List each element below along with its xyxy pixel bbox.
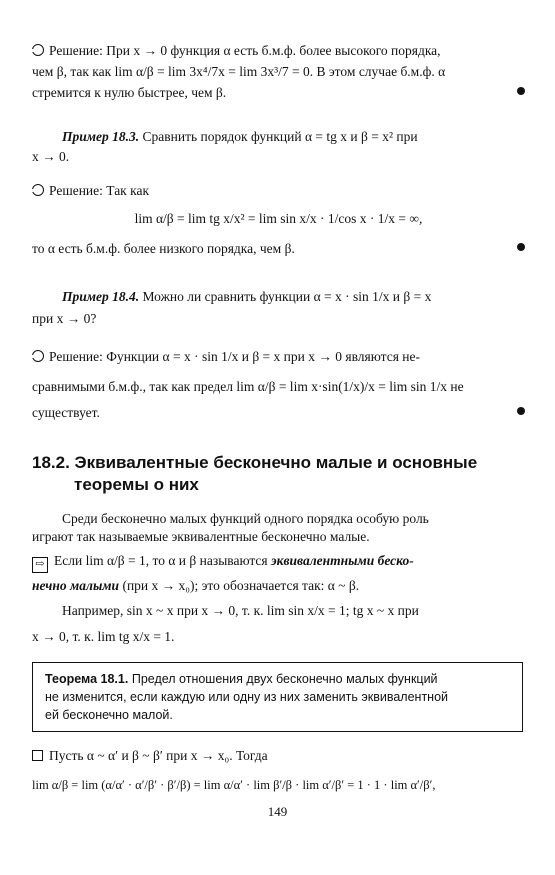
page-number: 149 bbox=[267, 804, 288, 819]
solution-start-icon bbox=[32, 184, 44, 196]
definition-icon: ⇨ bbox=[32, 557, 48, 573]
example-18-3-text: Сравнить порядок функций α = tg x и β = x² при bbox=[142, 129, 418, 144]
solution-start-icon bbox=[32, 350, 44, 362]
example-18-4 bbox=[32, 288, 525, 328]
para1-line1: При x → 0 функция α есть б.м.ф. более высокого порядка, bbox=[106, 43, 441, 58]
example-18-3-label: Пример 18.3. bbox=[62, 129, 140, 144]
definition-text-a: Если lim α/β = 1, то α и β называются bbox=[54, 553, 268, 569]
example-18-3 bbox=[32, 128, 525, 166]
solution-18-3-intro: Так как bbox=[106, 183, 150, 198]
example-line2: x → 0, т. к. lim tg x/x = 1. bbox=[32, 628, 175, 644]
solution-start-icon bbox=[32, 44, 44, 56]
example-18-4-label: Пример 18.4. bbox=[62, 289, 140, 304]
intro-line2: играют так называемые эквивалентные бесконечно малые. bbox=[32, 529, 370, 545]
end-of-solution-icon bbox=[517, 243, 525, 251]
example-18-3-cont: x → 0. bbox=[32, 149, 70, 165]
solution-18-3: Решение: Так как lim α/β = lim tg x/x² = lim sin x/x · 1/cos x · 1/x = ∞, то α есть б.м.ф. более низкого порядка, чем β. bbox=[32, 182, 525, 259]
solution-18-4-line2: сравнимыми б.м.ф., так как предел lim α/β = lim x·sin(1/x)/x = lim sin 1/x не bbox=[32, 379, 464, 395]
section-title-line2: теоремы о них bbox=[74, 475, 199, 495]
section-number: 18.2. bbox=[32, 453, 70, 472]
section-title-line1: Эквивалентные бесконечно малые и основные bbox=[74, 453, 478, 472]
example-line1: Например, sin x ~ x при x → 0, т. к. lim sin x/x = 1; tg x ~ x при bbox=[62, 602, 419, 618]
proof-start-icon bbox=[32, 750, 43, 761]
intro-line1: Среди бесконечно малых функций одного порядка особую роль bbox=[62, 511, 429, 526]
section-heading bbox=[32, 452, 525, 496]
theorem-line1: Предел отношения двух бесконечно малых функций bbox=[131, 672, 438, 686]
solution-18-4: Решение: Функции α = x · sin 1/x и β = x при x → 0 являются не- сравнимыми б.м.ф., так как предел lim α/β = lim x·sin(1/x)/x = lim sin 1/x не существует. bbox=[32, 348, 525, 423]
para1-line2: чем β, так как lim α/β = lim 3x⁴/7x = lim 3x³/7 = 0. В этом случае б.м.ф. α bbox=[32, 64, 446, 80]
definition-text-b: (при x → x₀); это обозначается так: α ~ β. bbox=[122, 578, 360, 594]
para1-line3: стремится к нулю быстрее, чем β. bbox=[32, 85, 227, 101]
definition-term: эквивалентными беско- bbox=[271, 553, 414, 569]
definition-term-cont: нечно малыми bbox=[32, 578, 120, 594]
solution-18-4-line3: существует. bbox=[32, 405, 100, 421]
intro-paragraph bbox=[32, 510, 525, 646]
theorem-box bbox=[32, 662, 523, 732]
example-18-4-text: Можно ли сравнить функции α = x · sin 1/x и β = x bbox=[142, 289, 432, 304]
end-of-solution-icon bbox=[517, 407, 525, 415]
solution-18-4-line1: Функции α = x · sin 1/x и β = x при x → 0 являются не- bbox=[106, 349, 420, 364]
theorem-line3: ей бесконечно малой. bbox=[45, 708, 173, 723]
theorem-line2: не изменится, если каждую или одну из них заменить эквивалентной bbox=[45, 690, 449, 705]
proof bbox=[32, 747, 525, 794]
theorem-label: Теорема 18.1. bbox=[45, 672, 129, 686]
formula-18-3: lim α/β = lim tg x/x² = lim sin x/x · 1/cos x · 1/x = ∞, bbox=[134, 211, 423, 227]
proof-formula: lim α/β = lim (α/α′ · α′/β′ · β′/β) = lim α/α′ · lim β′/β · lim α′/β′ = 1 · 1 · lim α′/β′, bbox=[32, 778, 436, 793]
example-18-4-cont: при x → 0? bbox=[32, 311, 97, 327]
solution-18-3-conclusion: то α есть б.м.ф. более низкого порядка, чем β. bbox=[32, 241, 295, 257]
end-of-solution-icon bbox=[517, 87, 525, 95]
proof-line1: Пусть α ~ α′ и β ~ β′ при x → x₀. Тогда bbox=[49, 748, 268, 763]
solution-paragraph-1: Решение: При x → 0 функция α есть б.м.ф. более высокого порядка, чем β, так как lim α/β = lim 3x⁴/7x = lim 3x³/7 = 0. В этом случае б.м.ф. α стремится к нулю быстрее, чем β. bbox=[32, 42, 525, 103]
